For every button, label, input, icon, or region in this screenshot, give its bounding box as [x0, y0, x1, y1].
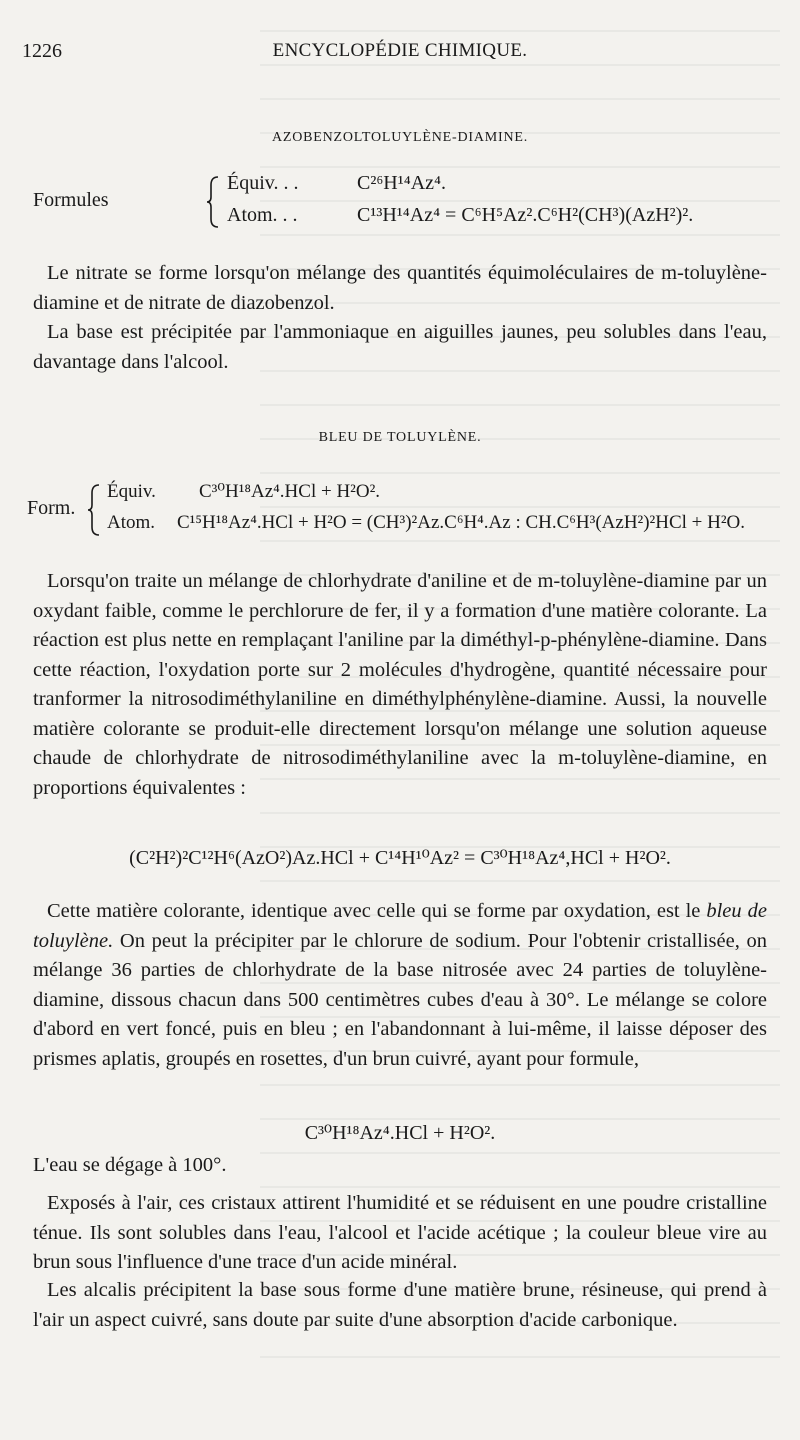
- paragraph-text: Cette matière colorante, identique avec celle qui se forme par oxydation, est le: [47, 900, 707, 922]
- brace-icon: [206, 175, 220, 229]
- equation-formula: C³⁰H¹⁸Az⁴.HCl + H²O².: [304, 1122, 496, 1144]
- formula-kind: Atom.: [107, 512, 156, 533]
- formula-block-bleu: [27, 478, 777, 548]
- formula-value: C¹³H¹⁴Az⁴ = C⁶H⁵Az².C⁶H²(CH³)(AzH²)².: [357, 204, 694, 226]
- formula-line-atom: [107, 512, 745, 534]
- formula-kind: Équiv. . .: [227, 172, 299, 194]
- formula-kind: Équiv.: [107, 481, 156, 502]
- brace-icon: [87, 483, 101, 537]
- paragraph-alkalis: Les alcalis précipitent la base sous forme d'une matière brune, résineuse, qui prend à l'air un aspect cuivré, sans doute par suite d'une absorption d'acide carbonique.: [33, 1279, 767, 1331]
- formula-block-azobenzol: [33, 170, 773, 240]
- formula-line-equiv: [107, 480, 380, 503]
- formula-label: Formules: [33, 189, 109, 211]
- paragraph-nitrate: Le nitrate se forme lorsqu'on mélange des quantités équimoléculaires de m-toluylène-diamine et de nitrate de diazobenzol.: [33, 262, 767, 314]
- paragraph-colorant: [33, 897, 767, 1074]
- paragraph-text: On peut la précipiter par le chlorure de sodium. Pour l'obtenir cristallisée, on mélange 36 parties de chlorhydrate de la base nitrosée avec 24 parties de toluylène-diamine, dissous chacun dans 500 centimètres cubes d'eau à 30°. Le mélange se colore d'abord en vert foncé, puis en bleu ; en l'abandonnant à lui-même, il laisse déposer des prismes aplatis, groupés en rosettes, d'un brun cuivré, ayant pour formule,: [33, 929, 767, 1070]
- section-title-bleu: BLEU DE TOLUYLÈNE.: [318, 430, 482, 445]
- formula-line-equiv: [227, 172, 446, 195]
- formula-value: C³⁰H¹⁸Az⁴.HCl + H²O².: [199, 481, 381, 502]
- paragraph-crystals: Exposés à l'air, ces cristaux attirent l'humidité et se réduisent en une poudre cristalline ténue. Ils sont solubles dans l'eau, l'alcool et l'acide acétique ; la couleur bleue vire au brun sous l'influence d'une trace d'un acide minéral.: [33, 1192, 767, 1273]
- formula-value: C¹⁵H¹⁸Az⁴.HCl + H²O = (CH³)²Az.C⁶H⁴.Az : CH.C⁶H³(AzH²)²HCl + H²O.: [177, 512, 746, 533]
- page-header: [22, 40, 778, 68]
- paragraph-oxidation: Lorsqu'on traite un mélange de chlorhydrate d'aniline et de m-toluylène-diamine par un oxydant faible, comme le perchlorure de fer, il y a formation d'une matière colorante. La réaction est plus nette en remplaçant l'aniline par la diméthyl-p-phénylène-diamine. Dans cette réaction, l'oxydation porte sur 2 molécules d'hydrogène, quantité nécessaire pour tranformer la nitrosodiméthylaniline en diméthylphénylène-diamine. Aussi, la nouvelle matière colorante se produit-elle directement lorsqu'on mélange une solution aqueuse chaude de chlorhydrate de nitrosodiméthylaniline avec la m-toluylène-diamine, en proportions équivalentes :: [33, 570, 767, 799]
- paragraph-water: L'eau se dégage à 100°.: [33, 1154, 227, 1176]
- equation-reaction: (C²H²)²C¹²H⁶(AzO²)Az.HCl + C¹⁴H¹⁰Az² = C³⁰H¹⁸Az⁴,HCl + H²O².: [129, 847, 671, 869]
- section-title-azobenzol: AZOBENZOLTOLUYLÈNE-DIAMINE.: [271, 130, 529, 145]
- page-number: 1226: [22, 40, 62, 62]
- formula-value: C²⁶H¹⁴Az⁴.: [357, 172, 447, 194]
- dye-name: bleu de toluylène.: [33, 900, 767, 952]
- formula-label: Form.: [27, 497, 76, 519]
- formula-kind: Atom. . .: [227, 204, 298, 226]
- running-title: ENCYCLOPÉDIE CHIMIQUE.: [272, 40, 528, 61]
- formula-line-atom: [227, 204, 693, 227]
- paragraph-base: La base est précipitée par l'ammoniaque en aiguilles jaunes, peu solubles dans l'eau, davantage dans l'alcool.: [33, 321, 767, 373]
